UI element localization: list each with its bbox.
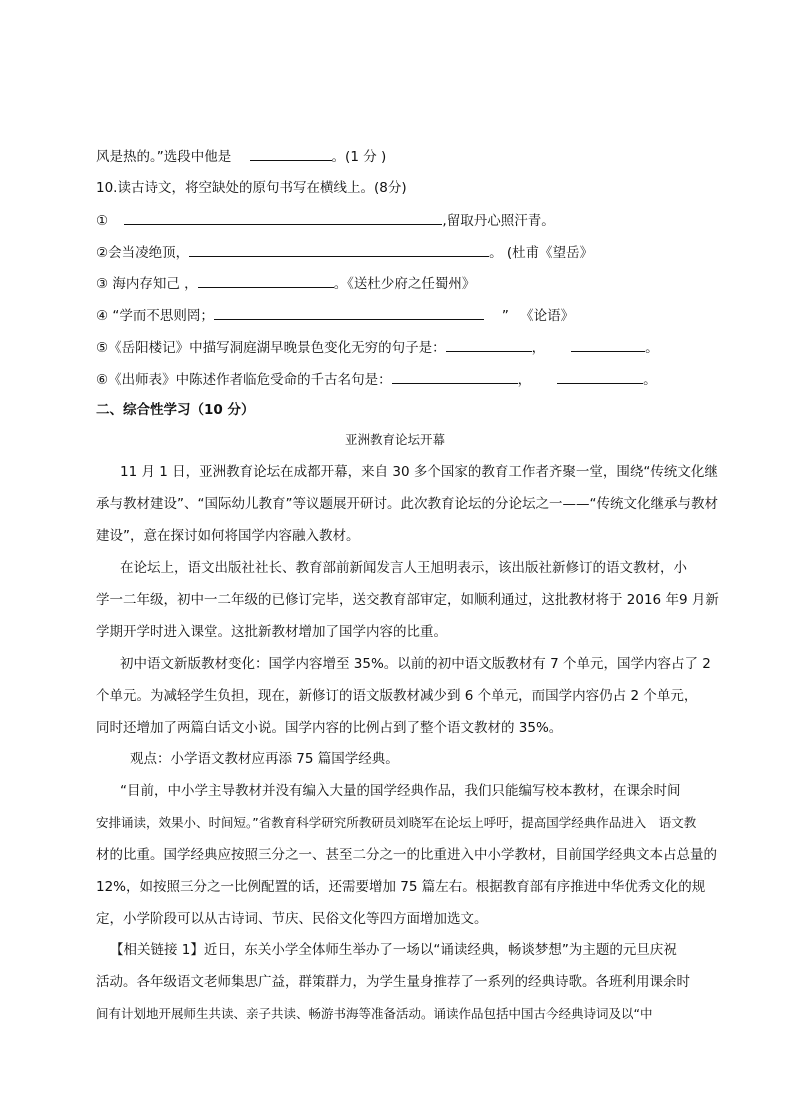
q10-item-4 xyxy=(96,305,710,326)
viewpoint-line: 观点：小学语文教材应再添 75 篇国学经典。 xyxy=(130,751,399,767)
q10-title: 10.读古诗文，将空缺处的原句书写在横线上。(8分) xyxy=(96,180,407,196)
paragraph-line: 初中语文新版教材变化：国学内容增至 35%。以前的初中语文版教材有 7 个单元，国学内容占了 2 xyxy=(120,656,711,672)
q9-tail-text: 风是热的。”选段中他是 xyxy=(96,149,232,165)
paragraph-line: 同时还增加了两篇白话文小说。国学内容的比例占到了整个语文教材的 35%。 xyxy=(96,720,563,736)
q10-item-5 xyxy=(96,337,710,358)
answer-blank[interactable] xyxy=(557,369,643,384)
answer-blank[interactable] xyxy=(392,369,518,384)
item-text-before: ②会当凌绝顶， xyxy=(96,245,190,261)
paragraph-line: 个单元。为减轻学生负担，现在，新修订的语文版教材减少到 6 个单元，而国学内容仍占 2 个单元， xyxy=(96,688,698,704)
related-link-line: 【相关链接 1】近日，东关小学全体师生举办了一场以“诵读经典，畅谈梦想”为主题的元旦庆祝 xyxy=(110,942,677,958)
item-sep: ， xyxy=(531,340,546,356)
item-text-before: ⑤《岳阳楼记》中描写洞庭湖早晚景色变化无穷的句子是： xyxy=(96,340,446,356)
related-link-line: 间有计划地开展师生共读、亲子共读、畅游书海等准备活动。诵读作品包括中国古今经典诗词及以“中 xyxy=(96,1006,653,1021)
section-heading: 二、综合性学习（10 分） xyxy=(96,402,255,418)
q10-item-2 xyxy=(96,242,710,263)
paragraph-line: 安排诵读，效果小、时间短。”省教育科学研究所教研员刘晓军在论坛上呼吁，提高国学经典作品进入 语文教 xyxy=(96,815,697,830)
answer-blank[interactable] xyxy=(250,146,332,161)
item-text-after: 。 xyxy=(645,340,659,356)
paragraph-line: 学期开学时进入课堂。这批新教材增加了国学内容的比重。 xyxy=(96,624,447,640)
paragraph-line: 材的比重。国学经典应按照三分之一、甚至二分之一的比重进入中小学教材，目前国学经典文本占总量的 xyxy=(96,847,717,863)
answer-blank[interactable] xyxy=(189,242,489,257)
item-text-after: 。 (杜甫《望岳》 xyxy=(489,245,594,261)
item-text-after: 。《送杜少府之任蜀州》 xyxy=(333,276,476,292)
paragraph-line: 12%，如按照三分之一比例配置的话，还需要增加 75 篇左右。根据教育部有序推进中华优秀文化的规 xyxy=(96,879,706,895)
paragraph-line: 学一二年级，初中一二年级的已修订完毕，送交教育部审定，如顺利通过，这批教材将于 2016 年9 月新 xyxy=(96,592,719,608)
q10-item-6 xyxy=(96,369,710,390)
related-link-line: 活动。各年级语文老师集思广益，群策群力，为学生量身推荐了一系列的经典诗歌。各班利用课余时 xyxy=(96,974,690,990)
item-text-after: 《论语》 xyxy=(526,308,575,324)
paragraph-line: 定，小学阶段可以从古诗词、节庆、民俗文化等四方面增加选文。 xyxy=(96,911,488,927)
answer-blank[interactable] xyxy=(124,210,442,225)
paragraph-line: 在论坛上，语文出版社社长、教育部前新闻发言人王旭明表示，该出版社新修订的语文教材，小 xyxy=(120,560,687,576)
item-text-mid: ” xyxy=(501,308,509,324)
q9-tail-line xyxy=(96,146,710,167)
q10-item-1 xyxy=(96,210,710,231)
item-text-before: ⑥《出师表》中陈述作者临危受命的千古名句是： xyxy=(96,372,392,388)
answer-blank[interactable] xyxy=(214,305,484,320)
item-text-before: ④ “学而不思则罔； xyxy=(96,308,214,324)
article-title: 亚洲教育论坛开幕 xyxy=(344,432,445,447)
answer-blank[interactable] xyxy=(571,337,645,352)
paragraph-line: 11 月 1 日，亚洲教育论坛在成都开幕，来自 30 多个国家的教育工作者齐聚一堂，围绕“传统文化继 xyxy=(120,464,718,480)
item-text-after: 。 xyxy=(643,372,657,388)
answer-blank[interactable] xyxy=(198,273,334,288)
paragraph-line: 承与教材建设”、“国际幼儿教育”等议题展开研讨。此次教育论坛的分论坛之一——“传统文化继承与教材 xyxy=(96,496,718,512)
paragraph-line: “目前，中小学主导教材并没有编入大量的国学经典作品，我们只能编写校本教材，在课余时间 xyxy=(120,783,681,799)
item-sep: ， xyxy=(517,372,532,388)
q9-score: 。(1 分 ) xyxy=(331,149,387,165)
item-text-after: ,留取丹心照汗青。 xyxy=(442,213,555,229)
answer-blank[interactable] xyxy=(446,337,532,352)
q10-item-3 xyxy=(96,273,710,294)
paragraph-line: 建设”，意在探讨如何将国学内容融入教材。 xyxy=(96,528,360,544)
item-number: ① xyxy=(96,213,109,229)
item-text-before: ③ 海内存知己 ， xyxy=(96,276,198,292)
